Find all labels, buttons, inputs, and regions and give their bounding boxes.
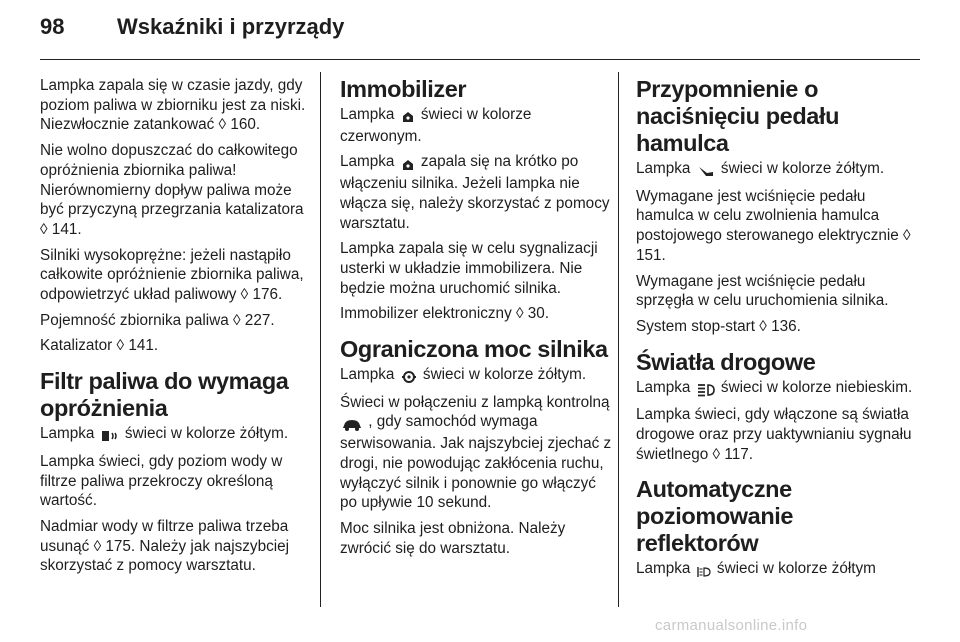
- section-heading-brake-reminder: Przypomnienie o naciśnięciu pedału hamulca: [636, 76, 840, 156]
- paragraph: Wymagane jest wciśnięcie pedału hamulca w celu zwolnienia hamulca postojowego sterowanego elektrycznie ◊ 151.: [636, 187, 911, 264]
- column-middle: [340, 76, 612, 564]
- header-rule: [40, 59, 920, 60]
- paragraph: Moc silnika jest obniżona. Należy zwrócić się do warsztatu.: [340, 519, 566, 557]
- section-heading-high-beam: Światła drogowe: [636, 348, 816, 375]
- paragraph: Lampka świeci w kolorze niebieskim.: [636, 378, 916, 400]
- paragraph: Lampka świeci, gdy poziom wody w filtrze paliwa przekroczy określoną wartość.: [40, 452, 283, 510]
- column-divider: [618, 72, 619, 607]
- column-divider: [320, 72, 321, 607]
- paragraph: Lampka świeci w kolorze żółtym: [636, 559, 916, 581]
- immobilizer-key-icon: [401, 154, 415, 174]
- paragraph: System stop-start ◊ 136.: [636, 317, 801, 335]
- paragraph: Immobilizer elektroniczny ◊ 30.: [340, 305, 550, 323]
- paragraph: Lampka zapala się na krótko po włączeniu silnika. Jeżeli lampka nie włącza się, należy skorzystać z pomocy warsztatu.: [340, 153, 610, 232]
- page-title: Wskaźniki i przyrządy: [117, 14, 345, 39]
- section-heading-fuel-filter: Filtr paliwa do wymaga opróżnienia: [40, 368, 289, 422]
- paragraph: Katalizator ◊ 141.: [40, 337, 159, 355]
- paragraph: Lampka świeci w kolorze czerwonym.: [340, 106, 532, 145]
- section-heading-reduced-power: Ograniczona moc silnika: [340, 336, 608, 363]
- column-right: [636, 76, 916, 587]
- reduced-power-icon: [401, 367, 417, 387]
- headlight-leveling-icon: [697, 561, 711, 581]
- brake-pedal-icon: [697, 161, 715, 181]
- section-heading-headlight-leveling: Automatyczne poziomowanie reflektorów: [636, 476, 794, 557]
- paragraph: Wymagane jest wciśnięcie pedału sprzęgła w celu uruchomienia silnika.: [636, 272, 889, 310]
- fuel-filter-icon: [101, 426, 119, 446]
- watermark: carmanualsonline.info: [655, 617, 808, 634]
- column-left: [40, 76, 310, 582]
- immobilizer-key-icon: [401, 107, 415, 127]
- paragraph: Nadmiar wody w filtrze paliwa trzeba usunąć ◊ 175. Należy jak najszybciej skorzystać z pomocy warsztatu.: [40, 517, 290, 575]
- paragraph: Silniki wysokoprężne: jeżeli nastąpiło całkowite opróżnienie zbiornika paliwa, odpowietrzyć układ paliwowy ◊ 176.: [40, 246, 304, 304]
- paragraph: Lampka świeci w kolorze żółtym.: [40, 424, 310, 446]
- paragraph: Lampka świeci w kolorze żółtym.: [636, 159, 916, 181]
- paragraph: Lampka zapala się w celu sygnalizacji usterki w układzie immobilizera. Nie będzie można uruchomić silnika.: [340, 240, 598, 297]
- paragraph: Lampka zapala się w czasie jazdy, gdy poziom paliwa w zbiorniku jest za niski. Niezwłocznie zatankować ◊ 160.: [40, 77, 306, 134]
- paragraph: Nie wolno dopuszczać do całkowitego opróżnienia zbiornika paliwa! Nierównomierny dopływ paliwa może być przyczyną przegrzania katalizatora ◊ 141.: [40, 142, 304, 238]
- paragraph: Lampka świeci, gdy włączone są światła drogowe oraz przy uaktywnianiu sygnału świetlnego ◊ 117.: [636, 406, 912, 463]
- paragraph: Pojemność zbiornika paliwa ◊ 227.: [40, 311, 275, 329]
- paragraph: Lampka świeci w kolorze żółtym.: [340, 365, 612, 387]
- high-beam-icon: [697, 380, 715, 400]
- page-number: 98: [40, 14, 65, 39]
- section-heading-immobilizer: Immobilizer: [340, 76, 467, 102]
- service-car-icon: [342, 414, 362, 434]
- paragraph: Świeci w połączeniu z lampką kontrolną , gdy samochód wymaga serwisowania. Jak najszybciej zjechać z drogi, nie powodując zakłócenia ruchu, wyłączyć silnik i ponownie go włączyć po upływie 10 sekund.: [340, 393, 612, 512]
